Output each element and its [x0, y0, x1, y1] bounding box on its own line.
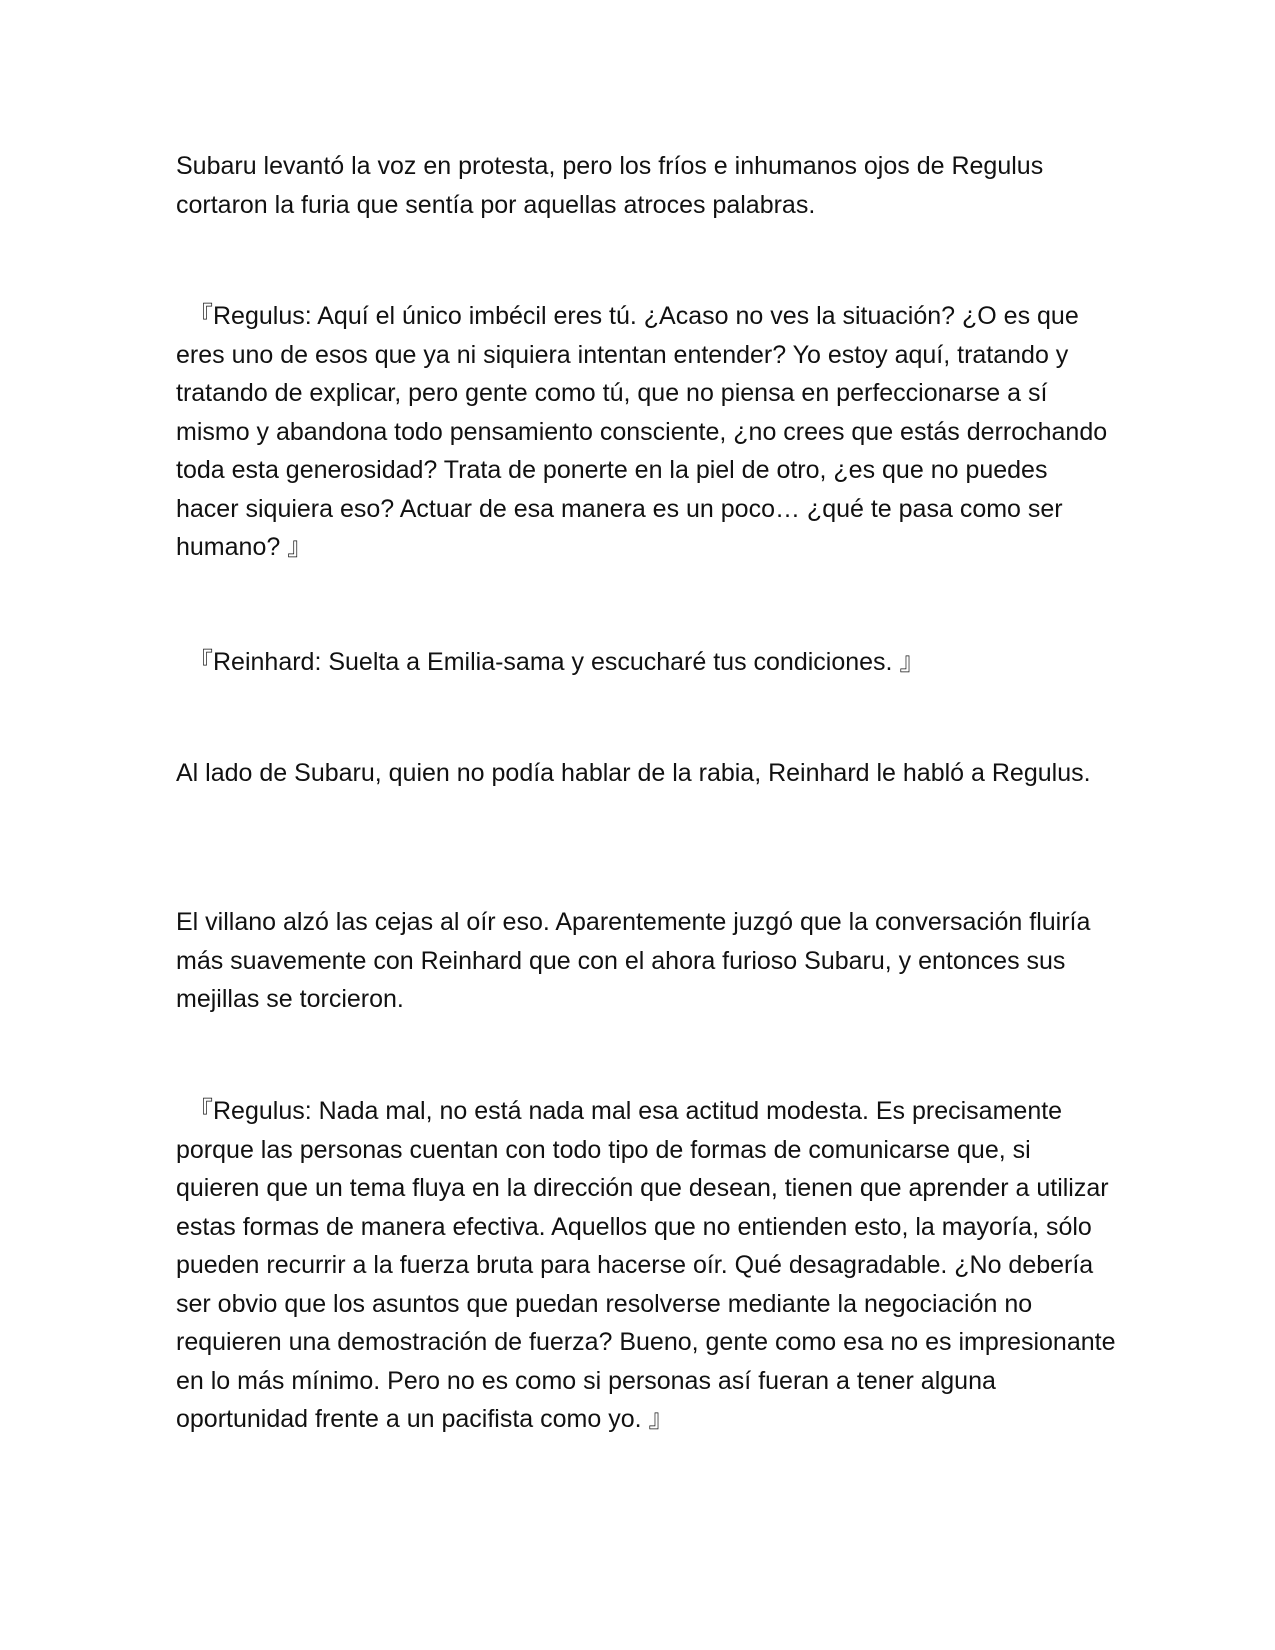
dialogue-paragraph-regulus: 『Regulus: Aquí el único imbécil eres tú. ¿Acaso no ves la situación? ¿O es que eres uno de esos que ya ni siquiera intentan entender? Yo estoy aquí, tratando y tratando de explicar, pero gente como tú, que no piensa en perfeccionarse a sí mismo y abandona todo pensamiento consciente, ¿no crees que estás derrochando toda esta generosidad? Trata de ponerte en la piel de otro, ¿es que no puedes hacer siquiera eso? Actuar de esa manera es un poco… ¿qué te pasa como ser humano? 』 [176, 302, 1108, 561]
dialogue-paragraph-regulus: 『Regulus: Nada mal, no está nada mal esa actitud modesta. Es precisamente porque las personas cuentan con todo tipo de formas de comunicarse que, si quieren que un tema fluya en la dirección que desean, tienen que aprender a utilizar estas formas de manera efectiva. Aquellos que no entienden esto, la mayoría, sólo pueden recurrir a la fuerza bruta para hacerse oír. Qué desagradable. ¿No debería ser obvio que los asuntos que puedan resolverse mediante la negociación no requieren una demostración de fuerza? Bueno, gente como esa no es impresionante en lo más mínimo. Pero no es como si personas así fueran a tener alguna oportunidad frente a un pacifista como yo. 』 [176, 1097, 1116, 1433]
narration-paragraph: El villano alzó las cejas al oír eso. Aparentemente juzgó que la conversación fluiría más suavemente con Reinhard que con el ahora furioso Subaru, y entonces sus mejillas se torcieron. [176, 908, 1091, 1013]
narration-paragraph: Subaru levantó la voz en protesta, pero los fríos e inhumanos ojos de Regulus cortaron la furia que sentía por aquellas atroces palabras. [176, 152, 1044, 219]
narration-paragraph: Al lado de Subaru, quien no podía hablar de la rabia, Reinhard le habló a Regulus. [176, 759, 1091, 787]
dialogue-paragraph-reinhard: 『Reinhard: Suelta a Emilia-sama y escucharé tus condiciones. 』 [188, 648, 925, 676]
